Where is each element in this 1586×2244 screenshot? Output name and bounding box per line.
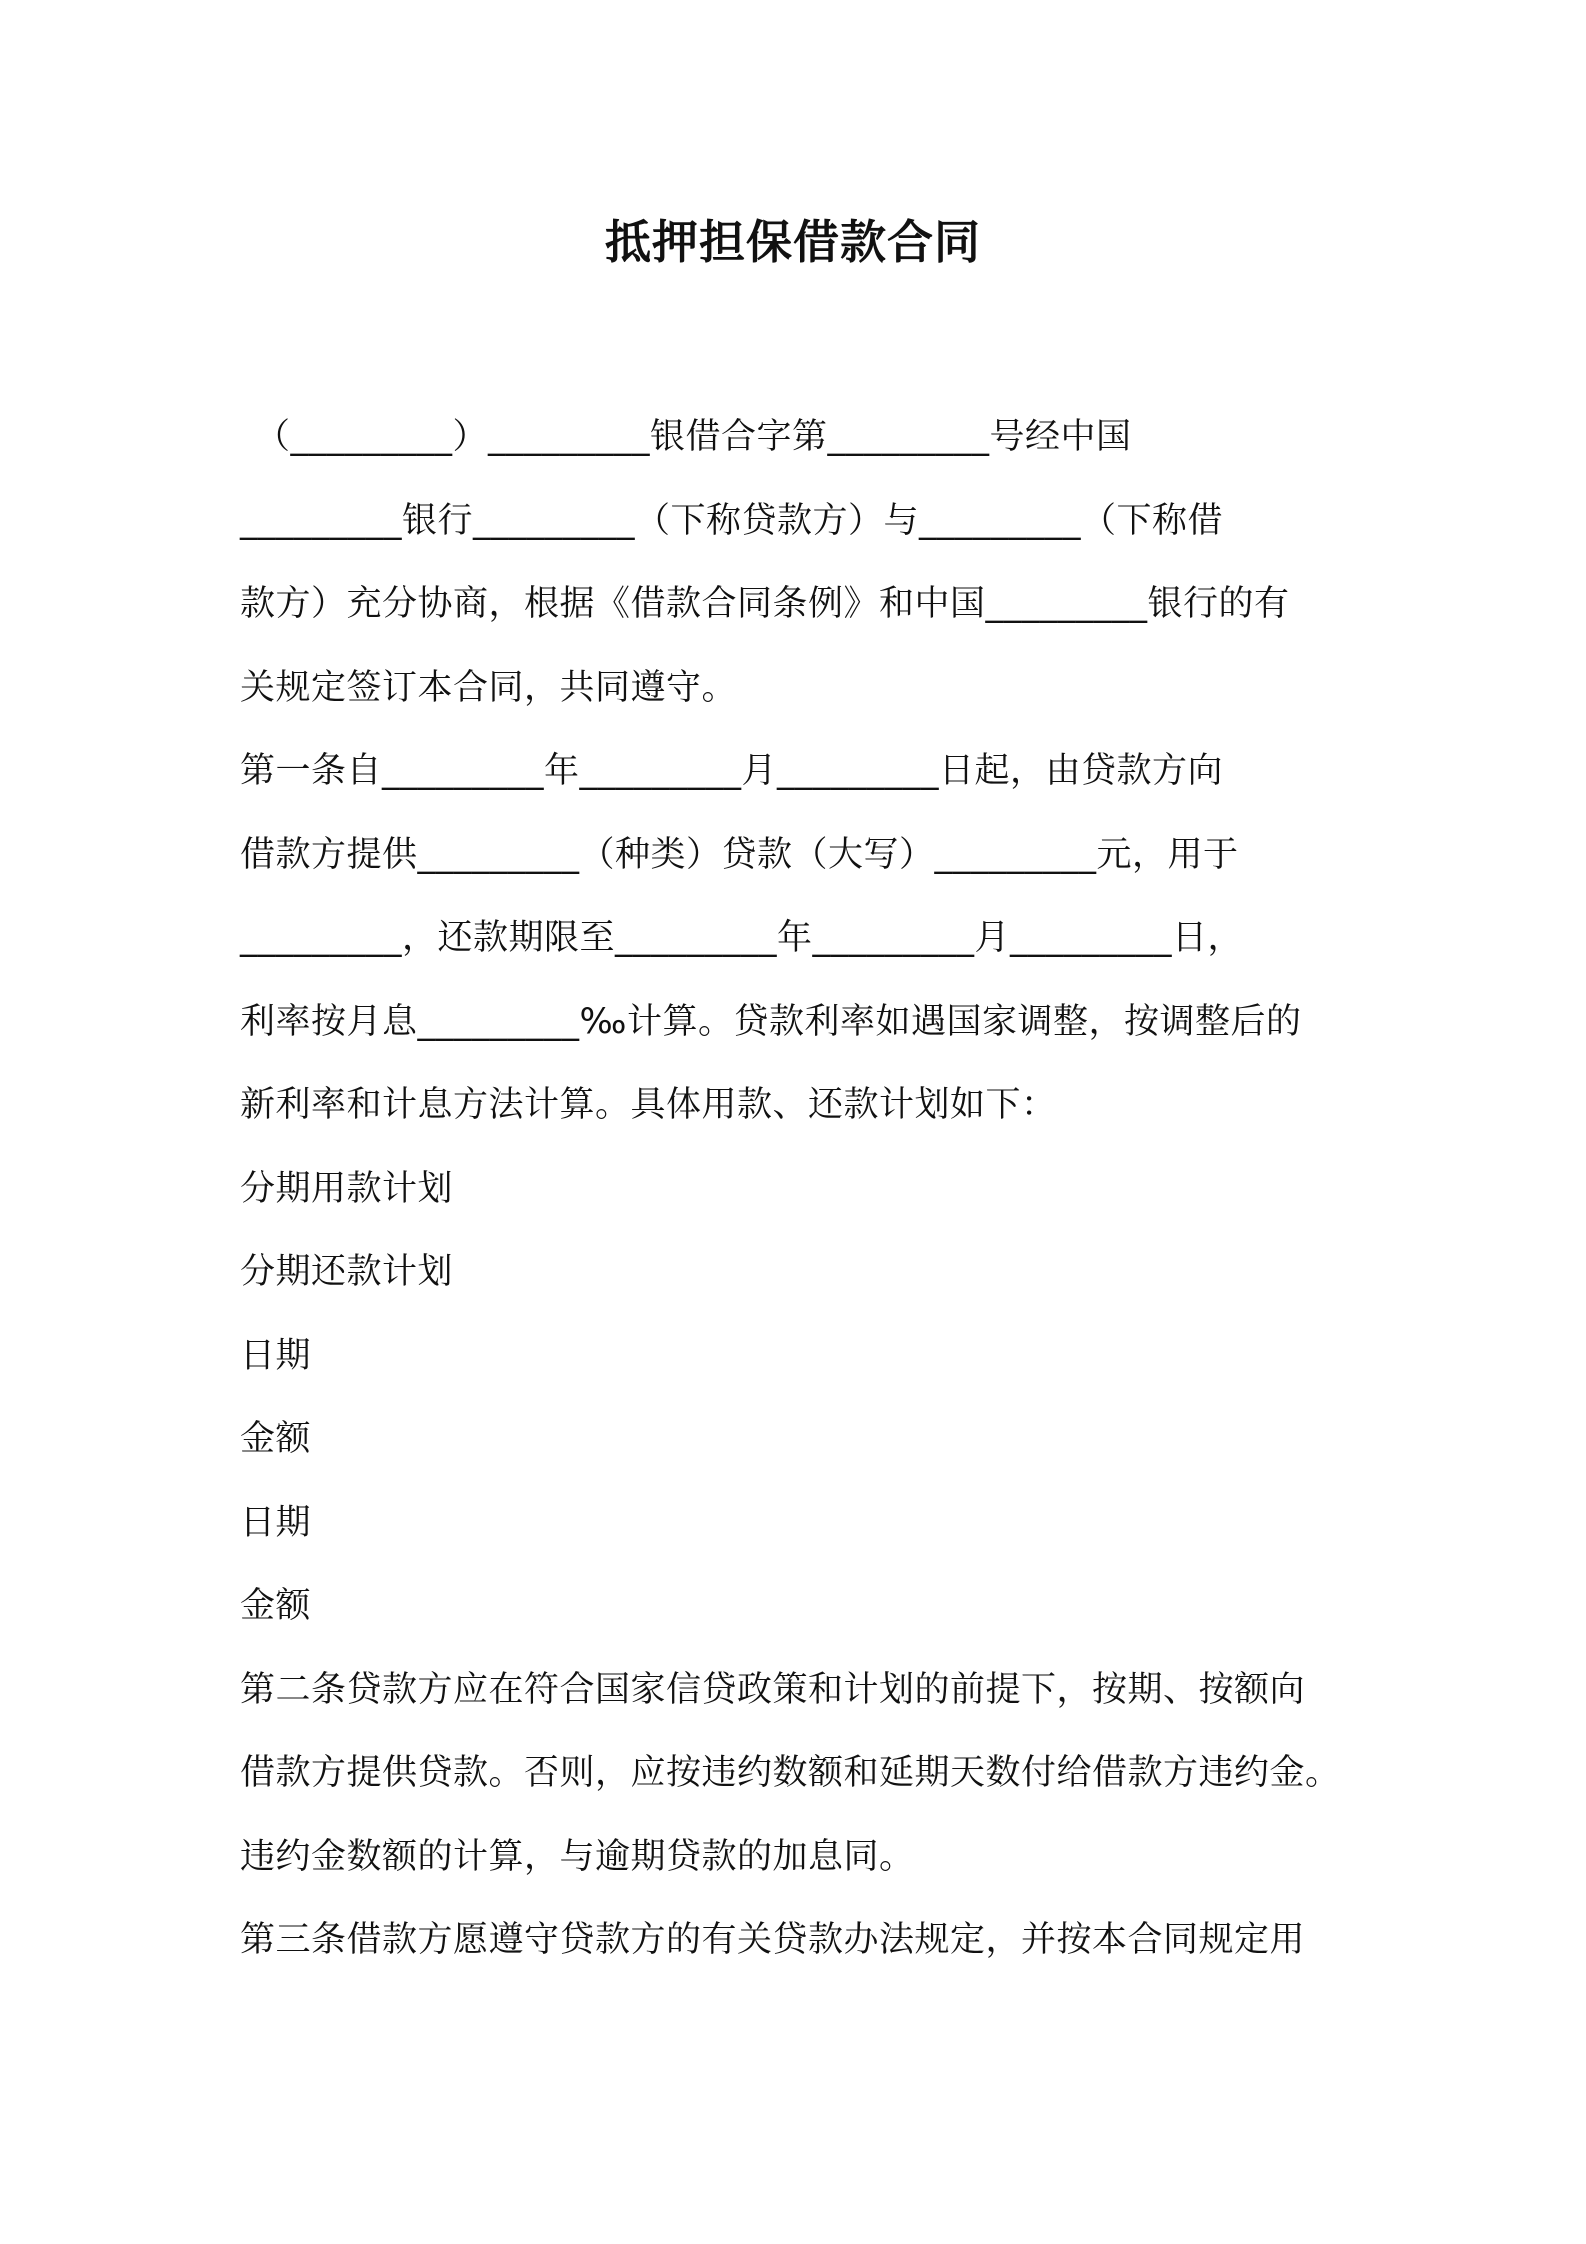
plan-date-label-1: 日期: [240, 1336, 312, 1376]
article-3-line-1: 第三条借款方愿遵守贷款方的有关贷款办法规定，并按本合同规定用: [240, 1920, 1306, 1960]
plan-amount-label-1: 金额: [240, 1419, 312, 1459]
text-line-1: （_________）_________银借合字第_________号经中国: [255, 417, 1132, 457]
plan-label-repay: 分期还款计划: [240, 1252, 454, 1292]
text-line-4: 关规定签订本合同，共同遵守。: [240, 668, 738, 708]
article-1-line-2: 借款方提供_________（种类）贷款（大写）_________元，用于: [240, 835, 1239, 875]
plan-label-borrow: 分期用款计划: [240, 1169, 454, 1209]
text-line-3: 款方）充分协商，根据《借款合同条例》和中国_________银行的有: [240, 584, 1290, 624]
plan-date-label-2: 日期: [240, 1503, 312, 1543]
article-1-line-5: 新利率和计息方法计算。具体用款、还款计划如下：: [240, 1085, 1057, 1125]
text-line-2: _________银行_________（下称贷款方）与_________（下称借: [240, 501, 1224, 541]
plan-amount-label-2: 金额: [240, 1586, 312, 1626]
article-2-line-2: 借款方提供贷款。否则，应按违约数额和延期天数付给借款方违约金。: [240, 1753, 1341, 1793]
article-2-line-3: 违约金数额的计算，与逾期贷款的加息同。: [240, 1837, 915, 1877]
document-title: 抵押担保借款合同: [605, 215, 981, 269]
article-1-line-4: 利率按月息_________‰计算。贷款利率如遇国家调整，按调整后的: [240, 1002, 1302, 1042]
article-1-line-1: 第一条自_________年_________月_________日起，由贷款方向: [240, 751, 1224, 791]
article-2-line-1: 第二条贷款方应在符合国家信贷政策和计划的前提下，按期、按额向: [240, 1670, 1306, 1710]
article-1-line-3: _________，还款期限至_________年_________月_________日，: [240, 918, 1244, 958]
